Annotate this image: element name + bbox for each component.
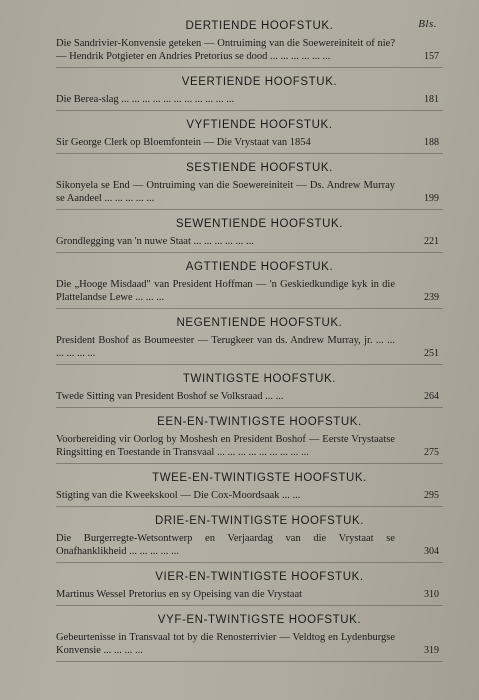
chapter-entry	[56, 433, 443, 459]
chapter-entry	[56, 37, 443, 63]
chapter-heading: TWEE-EN-TWINTIGSTE HOOFSTUK.	[152, 472, 367, 484]
chapter-entry	[56, 532, 443, 558]
chapter-heading: SESTIENDE HOOFSTUK.	[186, 162, 333, 174]
divider	[56, 506, 443, 507]
chapter-heading: DRIE-EN-TWINTIGSTE HOOFSTUK.	[154, 515, 365, 527]
chapter-heading: VYFTIENDE HOOFSTUK.	[186, 119, 333, 131]
toc-chapter	[56, 317, 443, 365]
toc-chapter	[56, 261, 443, 309]
table-of-contents	[56, 20, 443, 662]
toc-chapter	[56, 119, 443, 154]
divider	[56, 209, 443, 210]
chapter-entry	[56, 588, 443, 601]
toc-chapter	[56, 416, 443, 464]
divider	[56, 110, 443, 111]
chapter-entry	[56, 179, 443, 205]
chapter-title: Grondlegging van 'n nuwe Staat ... ... ... ... ... ...	[56, 236, 254, 247]
toc-chapter	[56, 20, 443, 68]
page-number: 188	[424, 137, 439, 148]
chapter-entry	[56, 136, 443, 149]
divider	[56, 463, 443, 464]
chapter-heading: NEGENTIENDE HOOFSTUK.	[176, 317, 343, 329]
divider	[56, 67, 443, 68]
chapter-heading: EEN-EN-TWINTIGSTE HOOFSTUK.	[157, 416, 362, 428]
page-number: 319	[424, 645, 439, 656]
chapter-title: Die Burgerregte-Wetsontwerp en Verjaardag van die Vrystaat se Onafhanklikheid ... ... ... ... ...	[56, 533, 395, 557]
chapter-entry	[56, 93, 443, 106]
divider	[56, 308, 443, 309]
divider	[56, 153, 443, 154]
toc-chapter	[56, 162, 443, 210]
chapter-title: Die „Hooge Misdaad" van President Hoffman — 'n Geskiedkundige kyk in die Plattelandse Lewe ... ... ...	[56, 279, 395, 303]
page-number: 251	[424, 348, 439, 359]
page-number: 310	[424, 589, 439, 600]
divider	[56, 605, 443, 606]
toc-chapter	[56, 614, 443, 662]
chapter-title: Martinus Wessel Pretorius en sy Opeising van die Vrystaat	[56, 589, 303, 600]
toc-chapter	[56, 515, 443, 563]
chapter-heading: VYF-EN-TWINTIGSTE HOOFSTUK.	[157, 614, 362, 626]
chapter-title: Die Berea-slag ... ... ... ... ... ... ... ... ... ... ...	[56, 94, 235, 105]
chapter-title: Sir George Clerk op Bloemfontein — Die Vrystaat van 1854	[56, 137, 311, 148]
page-number: 264	[424, 391, 439, 402]
divider	[56, 252, 443, 253]
chapter-entry	[56, 631, 443, 657]
chapter-title: Sikonyela se End — Ontruiming van die Soewereiniteit — Ds. Andrew Murray se Aandeel ... ... ... ... ...	[56, 180, 395, 204]
page-number: 199	[424, 193, 439, 204]
divider	[56, 364, 443, 365]
page-number: 275	[424, 447, 439, 458]
toc-chapter	[56, 472, 443, 507]
chapter-title: Voorbereiding vir Oorlog by Moshesh en President Boshof — Eerste Vrystaatse Ringsitting en Toestande in Transvaal ... ... ... ... ... ... ... ... ...	[56, 434, 395, 458]
divider	[56, 407, 443, 408]
chapter-title: Gebeurtenisse in Transvaal tot by die Renosterrivier — Veldtog en Lydenburgse Konvensie ... ... ... ...	[56, 632, 395, 656]
chapter-title: Stigting van die Kweekskool — Die Cox-Moordsaak ... ...	[56, 490, 301, 501]
page-number: 181	[424, 94, 439, 105]
toc-chapter	[56, 571, 443, 606]
chapter-heading: TWINTIGSTE HOOFSTUK.	[182, 373, 337, 385]
chapter-heading: VEERTIENDE HOOFSTUK.	[181, 76, 338, 88]
chapter-entry	[56, 278, 443, 304]
chapter-heading: AGTTIENDE HOOFSTUK.	[185, 261, 334, 273]
divider	[56, 562, 443, 563]
chapter-entry	[56, 390, 443, 403]
page-number: 239	[424, 292, 439, 303]
chapter-entry	[56, 235, 443, 248]
page-number: 157	[424, 51, 439, 62]
chapter-entry	[56, 334, 443, 360]
page-number: 304	[424, 546, 439, 557]
chapter-heading: SEWENTIENDE HOOFSTUK.	[175, 218, 344, 230]
page-number: 295	[424, 490, 439, 501]
chapter-heading: VIER-EN-TWINTIGSTE HOOFSTUK.	[155, 571, 364, 583]
chapter-title: Twede Sitting van President Boshof se Volksraad ... ...	[56, 391, 284, 402]
toc-chapter	[56, 373, 443, 408]
chapter-entry	[56, 489, 443, 502]
page-number: 221	[424, 236, 439, 247]
page-column-label: Bls.	[418, 18, 437, 30]
toc-chapter	[56, 218, 443, 253]
chapter-title: President Boshof as Boumeester — Terugkeer van ds. Andrew Murray, jr. ... ... ... ... ... ...	[56, 335, 395, 359]
divider	[56, 661, 443, 662]
chapter-title: Die Sandrivier-Konvensie geteken — Ontruiming van die Soewereiniteit of nie? — Hendrik Potgieter en Andries Pretorius se dood ... ... ... ... ... ...	[56, 38, 395, 62]
toc-chapter	[56, 76, 443, 111]
chapter-heading: DERTIENDE HOOFSTUK.	[185, 20, 334, 32]
